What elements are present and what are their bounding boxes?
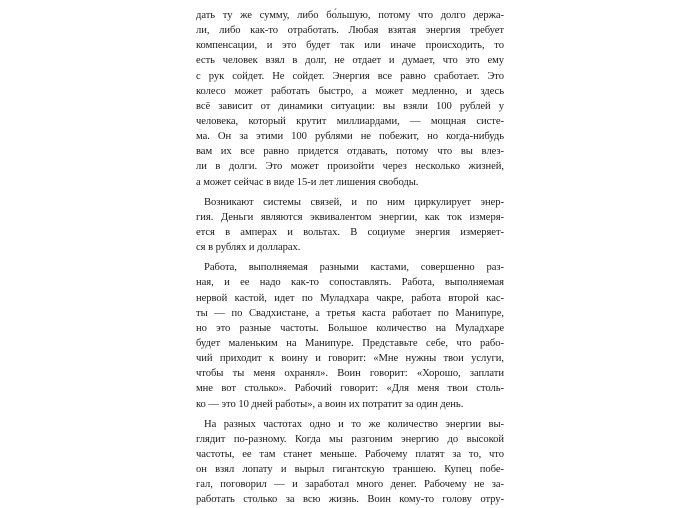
text-line: ная, и ее надо как-то сопоставлять. Работа, выполняемая bbox=[196, 277, 504, 289]
text-line: нервой кастой, идет по Муладхара чакре, работа второй кас- bbox=[196, 292, 504, 304]
text-line: На разных частотах одно и то же количество энергии вы- bbox=[204, 418, 504, 430]
paragraph-4 bbox=[196, 417, 504, 508]
text-line: с рук сойдет. Не сойдет. Энергия все равно сработает. Это bbox=[196, 70, 504, 82]
text-line: он взял лопату и вырыл гигантскую траншею. Купец побе- bbox=[196, 464, 504, 476]
text-line: Работа, выполняемая разными кастами, совершенно раз- bbox=[204, 262, 504, 274]
text-line: всё зависит от динамики ситуации: вы взяли 100 рублей у bbox=[196, 100, 504, 112]
paragraph-1 bbox=[196, 8, 504, 190]
text-line: мне вот столько». Рабочий говорит: «Для меня твои столь- bbox=[196, 383, 504, 395]
book-page bbox=[196, 8, 504, 508]
paragraph-2 bbox=[196, 195, 504, 256]
text-line: работать столько за всю жизнь. Воин кому-то голову отру- bbox=[196, 494, 504, 506]
text-line: а может сейчас в виде 15-и лет лишения свободы. bbox=[196, 176, 419, 188]
text-line: частоты, ее там станет меньше. Рабочему платят за то, что bbox=[196, 448, 504, 460]
text-line: ко — это 10 дней работы», а воин их потратит за один день. bbox=[196, 398, 464, 410]
text-line: но это разные частоты. Большое количество на Муладхаре bbox=[196, 322, 504, 334]
text-line: компенсации, и это будет так или иначе происходить, то bbox=[196, 40, 504, 52]
text-line: вам их все равно придется отдавать, потому что вы влез- bbox=[196, 146, 504, 158]
text-line: гия. Деньги являются эквивалентом энергии, как ток измеря- bbox=[196, 211, 504, 223]
text-line: будет маленьким на Манипуре. Представьте себе, что рабо- bbox=[196, 337, 504, 349]
text-line: ты — по Свадхистане, а третья каста работает по Манипуре, bbox=[196, 307, 504, 319]
text-line: человека, который крутит миллиардами, — мощная систе- bbox=[196, 115, 504, 127]
text-line: колесо может работать быстро, а может медленно, и здесь bbox=[196, 85, 504, 97]
text-line: чтобы ты меня охранял». Воин говорит: «Хорошо, заплати bbox=[196, 368, 504, 380]
text-line: дать ту же сумму, либо бо́льшую, потому что долго держа- bbox=[196, 10, 504, 21]
text-line: ется в амперах и вольтах. В социуме энергия измеряет- bbox=[196, 226, 504, 238]
text-line: ли в долги. Это может произойти через несколько жизней, bbox=[196, 161, 504, 173]
text-line: чий приходит к воину и говорит: «Мне нужны твои услуги, bbox=[196, 353, 504, 365]
text-line: есть человек взял в долг, не отдает и думает, что это ему bbox=[196, 55, 504, 67]
text-line: ма. Он за этими 100 рублями не побежит, но когда-нибудь bbox=[196, 131, 504, 143]
text-line: Возникают системы связей, и по ним циркулирует энер- bbox=[204, 196, 504, 208]
text-line: ся в рублях и долларах. bbox=[196, 242, 301, 254]
text-line: ли, либо как-то отработать. Любая взятая энергия требует bbox=[196, 25, 504, 37]
text-line: глядит по-разному. Когда мы разгоним энергию до высокой bbox=[196, 433, 504, 445]
paragraph-3 bbox=[196, 260, 504, 411]
text-line: гал, поговорил — и заработал много денег. Рабочему не за- bbox=[196, 479, 504, 491]
